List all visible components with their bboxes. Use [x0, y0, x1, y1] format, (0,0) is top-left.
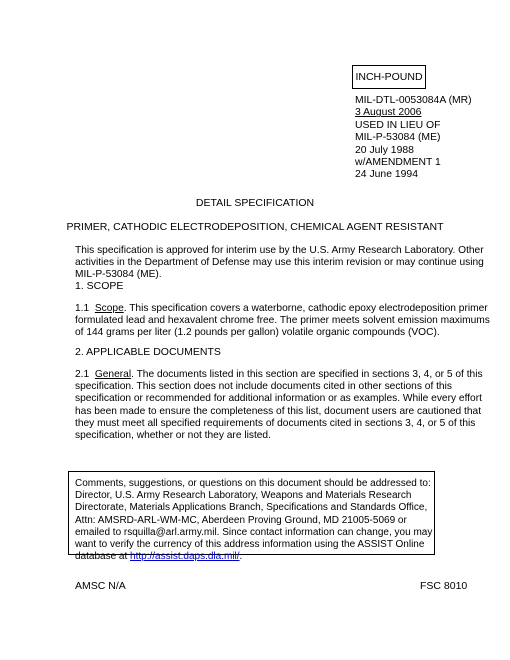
- general-paragraph: [75, 369, 495, 442]
- scope-label: Scope: [94, 303, 124, 314]
- scope-number: 1.1: [75, 303, 90, 314]
- scope-paragraph: [75, 303, 495, 340]
- scope-heading: 1. SCOPE: [75, 280, 124, 292]
- intro-paragraph: This specification is approved for interim use by the U.S. Army Research Laboratory. Other activities in the Department of Defense may use this interim revision or may continue using MIL-P-53084 (ME).: [75, 245, 484, 281]
- used-in-lieu-label: USED IN LIEU OF: [355, 119, 441, 131]
- doc-date: 3 August 2006: [355, 107, 422, 119]
- amendment-label: w/AMENDMENT 1: [355, 157, 441, 169]
- applicable-documents-heading: 2. APPLICABLE DOCUMENTS: [75, 346, 221, 358]
- scope-text: . This specification covers a waterborne, cathodic epoxy electrodeposition primer formulated lead and hexavalent chrome free. The primer meets solvent emission maximums of 144 grams per liter (1.2 pounds per gallon) volatile organic compounds (VOC).: [75, 303, 490, 339]
- superseded-doc-date: 20 July 1988: [355, 144, 414, 156]
- general-number: 2.1: [75, 369, 90, 380]
- comments-notice-box: [68, 471, 435, 563]
- inch-pound-text: INCH-POUND: [355, 71, 423, 83]
- spec-type-heading: DETAIL SPECIFICATION: [195, 197, 315, 209]
- inch-pound-label: [352, 65, 426, 89]
- superseded-doc-number: MIL-P-53084 (ME): [355, 132, 441, 144]
- general-text: . The documents listed in this section are specified in sections 3, 4, or 5 of this specification. This section does not include documents cited in other sections of this specification or recommended for additional information or as examples. While every effort has been made to ensure the completeness of this list, document users are cautioned that they must meet all specified requirements of documents cited in sections 3, 4, or 5 of this specification, whether or not they are listed.: [75, 369, 483, 442]
- notice-suffix: .: [239, 551, 243, 563]
- fsc-label: FSC 8010: [420, 580, 468, 592]
- assist-link[interactable]: http://assist.daps.dla.mil/: [130, 551, 240, 563]
- amsc-label: AMSC N/A: [75, 580, 126, 592]
- document-title: PRIMER, CATHODIC ELECTRODEPOSITION, CHEMICAL AGENT RESISTANT: [66, 221, 444, 233]
- notice-text: Comments, suggestions, or questions on this document should be addressed to: Director, U.S. Army Research Laboratory, Weapons and Materials Research Directorate, Materials Applications Branch, Specifications and Standards Office, Attn: AMSRD-ARL-WM-MC, Aberdeen Proving Ground, MD 21005-5069 or emailed to rsquilla@arl.army.mil. Since contact information can change, you may want to verify the currency of this address information using the ASSIST Online database at: [75, 478, 433, 563]
- doc-number: MIL-DTL-0053084A (MR): [355, 95, 472, 106]
- amendment-date: 24 June 1994: [355, 169, 418, 181]
- general-label: General: [94, 369, 132, 380]
- document-identifier-block: [355, 95, 472, 182]
